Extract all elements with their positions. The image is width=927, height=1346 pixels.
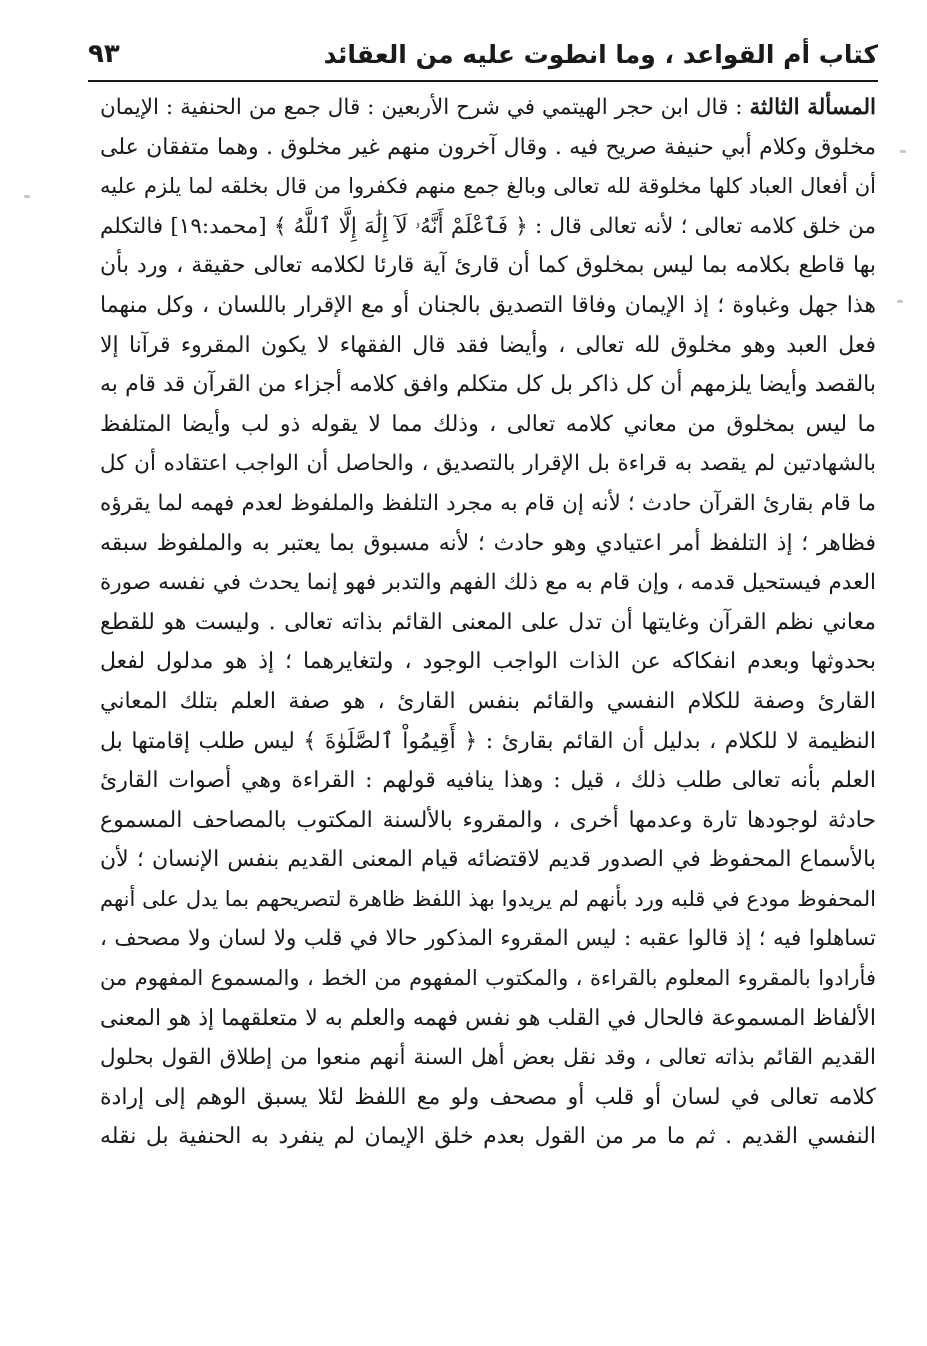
text-line-11: ما قام بقارئ القرآن حادث ؛ لأنه إن قام به مجرد التلفظ والملفوظ لعدم فهمه لما يقرؤه xyxy=(100,490,876,516)
text-line-2: مخلوق وكلام أبي حنيفة صريح فيه . وقال آخرون منهم غير مخلوق . وهما متفقان على xyxy=(100,134,876,160)
text-line-1 xyxy=(100,88,876,128)
text-line-9: ما ليس بمخلوق من معاني كلامه تعالى ، وذلك مما لا يقوله ذو لب وأيضا المتلفظ xyxy=(100,411,876,437)
text-line-5: بها قاطع بكلامه بما ليس بمخلوق كما أن قارئ آية قارئا لكلامه تعالى حقيقة ، ورد بأن xyxy=(100,253,876,279)
text-line-12: فظاهر ؛ إذ التلفظ أمر اعتيادي وهو حادث ؛ لأنه مسبوق بما يعتبر به والملفوظ سبقه xyxy=(100,530,876,556)
header-rule xyxy=(88,80,878,82)
text-line-26: كلامه تعالى في لسان أو قلب أو مصحف ولو مع اللفظ لئلا يسبق الوهم إلى إرادة xyxy=(100,1084,876,1110)
text-line-1-rest: : قال ابن حجر الهيتمي في شرح الأربعين : قال جمع من الحنفية : الإيمان xyxy=(100,95,750,120)
scan-speck xyxy=(900,150,906,153)
text-line-19: حادثة لوجودها تارة وعدمها أخرى ، والمقروء بالألسنة المكتوب بالمصاحف المسموع xyxy=(100,807,876,833)
text-line-8: بالقصد وأيضا يلزمهم أن كل ذاكر بل كل متكلم وافق كلامه أجزاء من القرآن قد قام به xyxy=(100,372,876,398)
text-line-28 xyxy=(100,1157,876,1197)
text-line-3: أن أفعال العباد كلها مخلوقة لله تعالى وبالغ جمع منهم فكفروا من قال بخلقه لما يلزم عليه xyxy=(100,174,876,199)
text-line-21: المحفوظ مودع في قلبه ورد بأنهم لم يريدوا بهذ اللفظ ظاهرة لتصريحهم بما يدل على أنهم xyxy=(100,886,876,911)
text-line-23: فأرادوا بالمقروء المعلوم بالقراءة ، والمكتوب المفهوم من الخط ، والمسموع المفهوم من xyxy=(100,966,876,991)
text-line-15: بحدوثها وبعدم انفكاكه عن الذات الواجب الوجود ، ولتغايرهما ؛ إذ هو مدلول لفعل xyxy=(100,649,876,675)
text-line-25: القديم القائم بذاته تعالى ، وقد نقل بعض أهل السنة أنهم منعوا من إطلاق القول بحلول xyxy=(100,1045,876,1071)
text-line-20: بالأسماع المحفوظ في الصدور قديم لاقتضائه قيام المعنى القديم بنفس الإنسان ؛ لأن xyxy=(100,847,876,873)
text-line-13: العدم فيستحيل قدمه ، وإن قام به مع ذلك الفهم والتدبر فهو إنما يحدث في نفسه صورة xyxy=(100,570,876,596)
section-lead: المسألة الثالثة xyxy=(749,95,876,120)
text-line-22: تساهلوا فيه ؛ إذ قالوا عقبه : ليس المقروء المذكور حالا في قلب ولا لسان ولا مصحف ، xyxy=(100,926,876,952)
text-line-24: الألفاظ المسموعة فالحال في القلب هو نفس فهمه والعلم به لا متعلقهما إذ هو المعنى xyxy=(100,1005,876,1031)
text-line-18: العلم بأنه تعالى طلب ذلك ، قيل : وهذا ينافيه قولهم : القراءة وهي أصوات القارئ xyxy=(100,768,876,794)
running-title: كتاب أم القواعد ، وما انطوت عليه من العقائد xyxy=(323,39,878,69)
text-line-6: هذا جهل وغباوة ؛ إذ الإيمان وفاقا التصديق بالجنان أو مع الإقرار باللسان ، وكل منهما xyxy=(100,292,876,318)
text-line-7: فعل العبد وهو مخلوق لله تعالى ، وأيضا فقد قال الفقهاء لا يكون المقروء قرآنا إلا xyxy=(100,332,876,358)
text-line-10: بالشهادتين لم يقصد به قراءة بل الإقرار بالتصديق ، والحاصل أن الواجب اعتقاده أن كل xyxy=(100,451,876,477)
text-line-4: من خلق كلامه تعالى ؛ لأنه تعالى قال : ﴿ فَٱعْلَمْ أَنَّهُۥ لَآ إِلَٰهَ إِلَّا ٱللَّهُ ﴾ [محمد:١٩] فالتكلم xyxy=(100,213,876,239)
scan-speck xyxy=(897,300,903,303)
text-line-14: معاني نظم القرآن وغايتها أن تدل على المعنى القائم بذاته تعالى . وليست هو للقطع xyxy=(100,609,876,635)
text-line-27: النفسي القديم . ثم ما مر من القول بعدم خلق الإيمان لم ينفرد به الحنفية بل نقله xyxy=(100,1124,876,1150)
body-text xyxy=(100,88,876,1197)
page-number: ٩٣ xyxy=(88,39,120,69)
text-line-17: النظيمة لا للكلام ، بدليل أن القائم بقارئ : ﴿ أَقِيمُواْ ٱلصَّلَوٰةَ ﴾ ليس طلب إقامتها بل xyxy=(100,728,876,754)
scan-speck xyxy=(24,195,30,198)
page-header xyxy=(88,30,878,78)
text-line-16: القارئ وصفة للكلام النفسي والقائم بنفس القارئ ، هو صفة العلم بتلك المعاني xyxy=(100,688,876,714)
